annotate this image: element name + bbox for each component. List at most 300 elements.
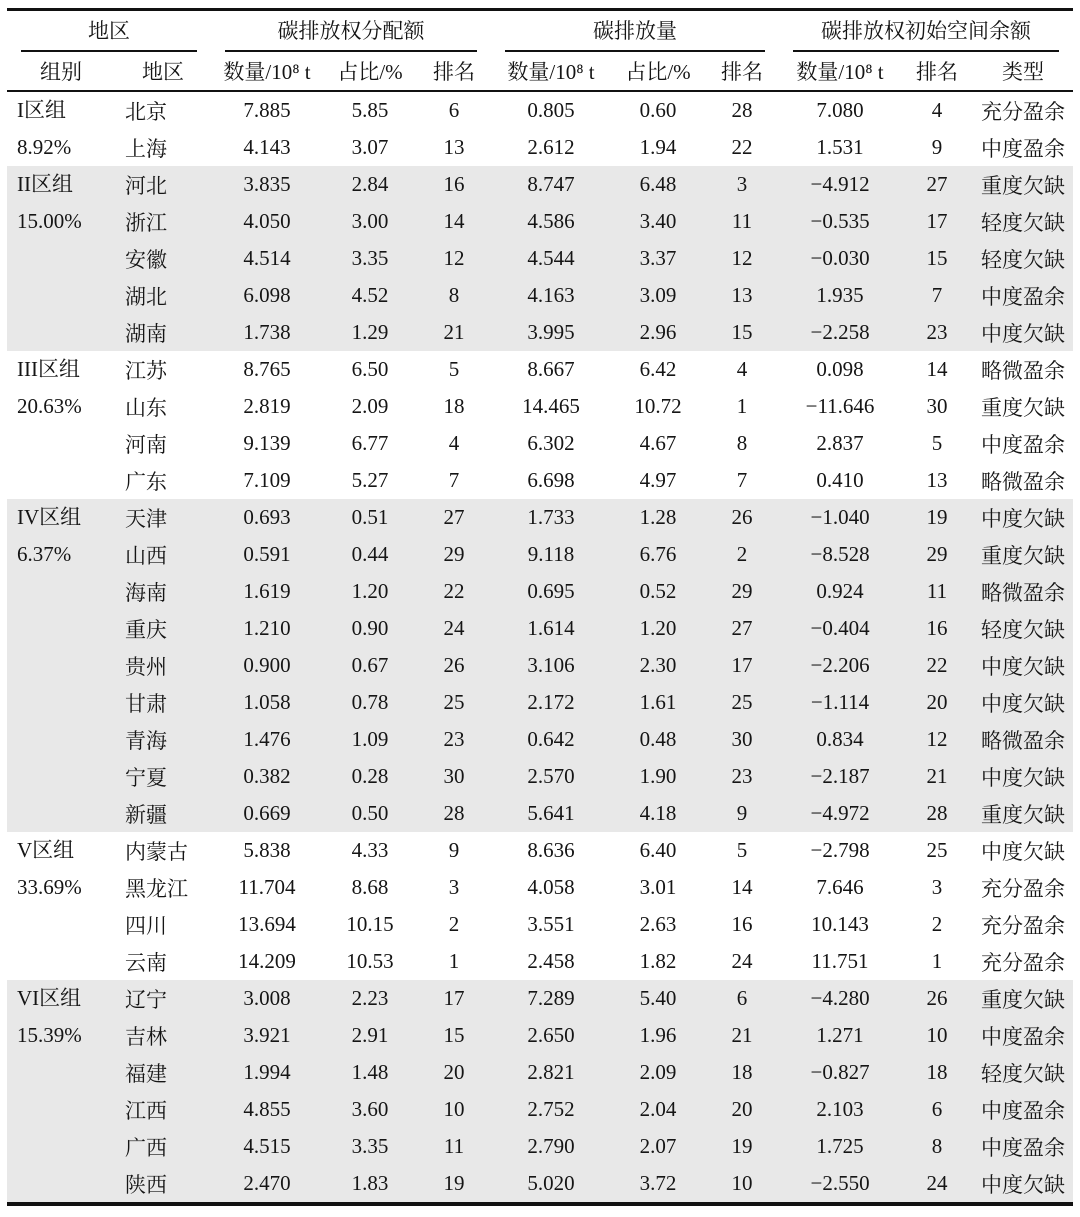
value-cell: 0.693 <box>211 499 323 536</box>
value-cell: 9.118 <box>491 536 611 573</box>
value-cell: 8.765 <box>243 357 291 381</box>
type-cell: 中度欠缺 <box>973 1165 1073 1202</box>
value-cell: 25 <box>926 838 948 862</box>
region-cell: 辽宁 <box>115 980 211 1017</box>
value-cell: 4.143 <box>243 135 291 159</box>
table-row <box>7 1165 1073 1202</box>
col-header-emis-qty: 数量/10⁸ t <box>491 52 611 91</box>
type-cell: 充分盈余 <box>981 876 1066 901</box>
value-cell: 3.551 <box>527 912 575 936</box>
value-cell: 7.885 <box>243 98 291 122</box>
value-cell: 0.50 <box>323 795 417 832</box>
value-cell: 4.97 <box>639 468 677 492</box>
value-cell: −4.972 <box>779 795 901 832</box>
value-cell: 4 <box>736 357 748 381</box>
type-cell: 略微盈余 <box>973 573 1073 610</box>
region-cell: 陕西 <box>115 1165 211 1202</box>
region-cell: 吉林 <box>115 1017 211 1054</box>
value-cell: 4.163 <box>491 277 611 314</box>
value-cell: −1.040 <box>779 499 901 536</box>
value-cell: 3.008 <box>211 980 323 1017</box>
table-row <box>7 795 1073 832</box>
value-cell: 8 <box>417 277 491 314</box>
type-cell: 重度欠缺 <box>973 166 1073 203</box>
value-cell: 13 <box>926 468 948 492</box>
table-row <box>7 351 1073 388</box>
type-cell: 中度盈余 <box>981 136 1066 161</box>
value-cell: 5.020 <box>491 1165 611 1202</box>
region-cell: 福建 <box>115 1054 211 1091</box>
region-cell: 江苏 <box>125 358 167 383</box>
value-cell: 2.821 <box>491 1054 611 1091</box>
value-cell: 14.209 <box>238 949 296 973</box>
value-cell: −11.646 <box>805 394 875 418</box>
col-header-emis-rank: 排名 <box>705 52 779 91</box>
value-cell: 18 <box>443 394 465 418</box>
value-cell: 2.07 <box>611 1128 705 1165</box>
value-cell: −0.404 <box>779 610 901 647</box>
value-cell: 1.48 <box>323 1054 417 1091</box>
group-percent: 15.00% <box>17 209 82 233</box>
value-cell: −0.535 <box>779 203 901 240</box>
value-cell: 10 <box>417 1091 491 1128</box>
value-cell: 17 <box>417 980 491 1017</box>
value-cell: 28 <box>731 98 753 122</box>
value-cell: 4.058 <box>527 875 575 899</box>
region-cell: 安徽 <box>115 240 211 277</box>
value-cell: 10 <box>705 1165 779 1202</box>
spanner-allocation-label: 碳排放权分配额 <box>225 11 477 52</box>
group-percent: 20.63% <box>17 394 82 418</box>
group-name: I区组 <box>17 98 66 122</box>
value-cell: 4.18 <box>611 795 705 832</box>
value-cell: 2.470 <box>211 1165 323 1202</box>
type-cell: 重度欠缺 <box>981 395 1066 420</box>
value-cell: 2.837 <box>816 431 864 455</box>
region-cell: 河北 <box>115 166 211 203</box>
spanner-region-label: 地区 <box>21 11 197 52</box>
sub-header-row <box>7 52 1073 91</box>
group-percent: 33.69% <box>17 875 82 899</box>
region-cell: 黑龙江 <box>125 876 188 901</box>
value-cell: 29 <box>705 573 779 610</box>
value-cell: −1.114 <box>779 684 901 721</box>
value-cell: 9 <box>705 795 779 832</box>
value-cell: 18 <box>901 1054 973 1091</box>
value-cell: 11 <box>901 573 973 610</box>
value-cell: 27 <box>417 499 491 536</box>
region-cell: 宁夏 <box>115 758 211 795</box>
value-cell: 5.27 <box>351 468 389 492</box>
value-cell: −8.528 <box>779 536 901 573</box>
spanner-emissions <box>491 11 779 52</box>
value-cell: 3.106 <box>491 647 611 684</box>
col-header-alloc-qty: 数量/10⁸ t <box>211 52 323 91</box>
region-cell: 北京 <box>125 99 167 124</box>
table-body <box>7 91 1073 1202</box>
value-cell: 16 <box>901 610 973 647</box>
value-cell: 2.819 <box>243 394 291 418</box>
spanner-region <box>7 11 211 52</box>
value-cell: 2 <box>448 912 460 936</box>
value-cell: 3.01 <box>639 875 677 899</box>
spanner-balance-label: 碳排放权初始空间余额 <box>793 11 1059 52</box>
value-cell: 1 <box>448 949 460 973</box>
value-cell: 1.09 <box>323 721 417 758</box>
value-cell: 1.94 <box>639 135 677 159</box>
value-cell: 12 <box>901 721 973 758</box>
value-cell: 1.90 <box>611 758 705 795</box>
value-cell: −2.258 <box>779 314 901 351</box>
table-row <box>7 906 1073 943</box>
value-cell: 8 <box>901 1128 973 1165</box>
value-cell: 26 <box>705 499 779 536</box>
region-cell: 广东 <box>125 469 167 494</box>
value-cell: 2.103 <box>779 1091 901 1128</box>
region-cell: 重庆 <box>115 610 211 647</box>
value-cell: 9 <box>931 135 943 159</box>
value-cell: 3.37 <box>611 240 705 277</box>
value-cell: 23 <box>417 721 491 758</box>
value-cell: 5 <box>931 431 943 455</box>
table-row <box>7 499 1073 536</box>
col-header-alloc-rank: 排名 <box>417 52 491 91</box>
value-cell: 0.382 <box>211 758 323 795</box>
table-row <box>7 240 1073 277</box>
value-cell: 1.82 <box>639 949 677 973</box>
value-cell: 1.96 <box>611 1017 705 1054</box>
type-cell: 中度欠缺 <box>973 647 1073 684</box>
region-cell: 江西 <box>115 1091 211 1128</box>
col-header-bal-rank: 排名 <box>901 52 973 91</box>
value-cell: 13 <box>443 135 465 159</box>
value-cell: 1.619 <box>211 573 323 610</box>
value-cell: 1.28 <box>611 499 705 536</box>
table-row <box>7 462 1073 499</box>
value-cell: 0.51 <box>323 499 417 536</box>
value-cell: 1.725 <box>779 1128 901 1165</box>
value-cell: 2.84 <box>323 166 417 203</box>
value-cell: 19 <box>705 1128 779 1165</box>
type-cell: 轻度欠缺 <box>973 610 1073 647</box>
region-cell: 天津 <box>115 499 211 536</box>
type-cell: 中度欠缺 <box>981 839 1066 864</box>
value-cell: 2.23 <box>323 980 417 1017</box>
value-cell: 23 <box>901 314 973 351</box>
value-cell: 5.40 <box>611 980 705 1017</box>
value-cell: 24 <box>901 1165 973 1202</box>
value-cell: 0.67 <box>323 647 417 684</box>
value-cell: 4.33 <box>351 838 389 862</box>
value-cell: 11.704 <box>238 875 296 899</box>
group-name: IV区组 <box>17 505 82 529</box>
type-cell: 中度欠缺 <box>973 758 1073 795</box>
value-cell: 2.458 <box>527 949 575 973</box>
value-cell: 9 <box>448 838 460 862</box>
value-cell: 0.28 <box>323 758 417 795</box>
group-name: II区组 <box>17 172 73 196</box>
value-cell: 1.271 <box>779 1017 901 1054</box>
type-cell: 重度欠缺 <box>973 795 1073 832</box>
group-cell <box>7 832 115 980</box>
value-cell: 6.302 <box>527 431 575 455</box>
value-cell: 1.058 <box>211 684 323 721</box>
value-cell: 1.29 <box>323 314 417 351</box>
table-row <box>7 1054 1073 1091</box>
value-cell: 5.838 <box>243 838 291 862</box>
value-cell: 2.09 <box>611 1054 705 1091</box>
table-row <box>7 1128 1073 1165</box>
value-cell: 10.53 <box>346 949 394 973</box>
value-cell: 4.586 <box>491 203 611 240</box>
value-cell: 1.476 <box>211 721 323 758</box>
value-cell: 1.210 <box>211 610 323 647</box>
value-cell: 1.733 <box>491 499 611 536</box>
value-cell: −0.827 <box>779 1054 901 1091</box>
value-cell: 27 <box>901 166 973 203</box>
value-cell: 0.591 <box>211 536 323 573</box>
region-cell: 湖北 <box>115 277 211 314</box>
table-row <box>7 1091 1073 1128</box>
region-cell: 山西 <box>115 536 211 573</box>
value-cell: 18 <box>705 1054 779 1091</box>
group-percent: 8.92% <box>17 135 72 159</box>
value-cell: 0.60 <box>639 98 677 122</box>
table-row <box>7 314 1073 351</box>
region-cell: 内蒙古 <box>125 839 188 864</box>
value-cell: 1.531 <box>816 135 864 159</box>
value-cell: 2.63 <box>639 912 677 936</box>
value-cell: −4.280 <box>779 980 901 1017</box>
type-cell: 重度欠缺 <box>973 980 1073 1017</box>
value-cell: 21 <box>417 314 491 351</box>
type-cell: 充分盈余 <box>981 99 1066 124</box>
value-cell: 13.694 <box>238 912 296 936</box>
value-cell: 1.935 <box>779 277 901 314</box>
type-cell: 中度盈余 <box>973 277 1073 314</box>
value-cell: 5 <box>736 838 748 862</box>
value-cell: 3.60 <box>323 1091 417 1128</box>
value-cell: 6.48 <box>611 166 705 203</box>
value-cell: 3.921 <box>211 1017 323 1054</box>
type-cell: 中度盈余 <box>981 432 1066 457</box>
value-cell: 14 <box>417 203 491 240</box>
value-cell: 7.289 <box>491 980 611 1017</box>
type-cell: 轻度欠缺 <box>973 1054 1073 1091</box>
value-cell: 1.20 <box>611 610 705 647</box>
value-cell: 21 <box>901 758 973 795</box>
table-row <box>7 684 1073 721</box>
type-cell: 轻度欠缺 <box>973 203 1073 240</box>
table-row <box>7 980 1073 1017</box>
value-cell: 16 <box>417 166 491 203</box>
value-cell: −0.030 <box>779 240 901 277</box>
value-cell: 8 <box>736 431 748 455</box>
value-cell: 30 <box>705 721 779 758</box>
value-cell: 2.96 <box>611 314 705 351</box>
value-cell: 6 <box>901 1091 973 1128</box>
type-cell: 中度盈余 <box>973 1128 1073 1165</box>
group-percent: 15.39% <box>17 1023 82 1047</box>
col-header-bal-type: 类型 <box>973 52 1073 91</box>
value-cell: 10 <box>901 1017 973 1054</box>
carbon-allocation-table <box>7 11 1073 1202</box>
value-cell: 16 <box>731 912 753 936</box>
value-cell: 17 <box>705 647 779 684</box>
value-cell: 4.544 <box>491 240 611 277</box>
table-row <box>7 869 1073 906</box>
value-cell: 7.080 <box>816 98 864 122</box>
group-percent: 6.37% <box>17 542 72 566</box>
value-cell: 0.78 <box>323 684 417 721</box>
value-cell: 8.636 <box>527 838 575 862</box>
value-cell: −4.912 <box>779 166 901 203</box>
value-cell: 19 <box>901 499 973 536</box>
type-cell: 充分盈余 <box>981 913 1066 938</box>
type-cell: 轻度欠缺 <box>973 240 1073 277</box>
value-cell: 14.465 <box>522 394 580 418</box>
value-cell: 1.994 <box>211 1054 323 1091</box>
value-cell: 0.924 <box>779 573 901 610</box>
type-cell: 充分盈余 <box>981 950 1066 975</box>
value-cell: 6 <box>448 98 460 122</box>
value-cell: 6.698 <box>527 468 575 492</box>
value-cell: 17 <box>901 203 973 240</box>
group-name: V区组 <box>17 838 75 862</box>
value-cell: 3.00 <box>323 203 417 240</box>
value-cell: 2.09 <box>351 394 389 418</box>
group-cell <box>7 351 115 499</box>
value-cell: 22 <box>417 573 491 610</box>
value-cell: 15 <box>705 314 779 351</box>
value-cell: 0.52 <box>611 573 705 610</box>
value-cell: 6.098 <box>211 277 323 314</box>
value-cell: 5.85 <box>351 98 389 122</box>
carbon-table-wrap <box>7 8 1073 1206</box>
value-cell: 10.143 <box>811 912 869 936</box>
value-cell: 0.834 <box>779 721 901 758</box>
value-cell: 5.641 <box>491 795 611 832</box>
value-cell: 2.04 <box>611 1091 705 1128</box>
table-row <box>7 91 1073 129</box>
table-row <box>7 277 1073 314</box>
value-cell: 3.07 <box>351 135 389 159</box>
value-cell: −2.206 <box>779 647 901 684</box>
value-cell: 1.61 <box>611 684 705 721</box>
value-cell: 3.995 <box>491 314 611 351</box>
value-cell: −2.187 <box>779 758 901 795</box>
table-row <box>7 388 1073 425</box>
value-cell: 29 <box>417 536 491 573</box>
spanner-header-row <box>7 11 1073 52</box>
value-cell: 28 <box>417 795 491 832</box>
value-cell: 2.790 <box>491 1128 611 1165</box>
value-cell: 5 <box>448 357 460 381</box>
value-cell: 30 <box>417 758 491 795</box>
type-cell: 中度盈余 <box>973 1091 1073 1128</box>
value-cell: −2.550 <box>779 1165 901 1202</box>
table-row <box>7 129 1073 166</box>
value-cell: 1 <box>931 949 943 973</box>
value-cell: 7 <box>901 277 973 314</box>
value-cell: 26 <box>901 980 973 1017</box>
value-cell: 9.139 <box>243 431 291 455</box>
value-cell: 0.90 <box>323 610 417 647</box>
value-cell: 3 <box>705 166 779 203</box>
value-cell: 24 <box>417 610 491 647</box>
value-cell: 26 <box>417 647 491 684</box>
region-cell: 贵州 <box>115 647 211 684</box>
table-row <box>7 647 1073 684</box>
value-cell: 3.40 <box>611 203 705 240</box>
region-cell: 云南 <box>125 950 167 975</box>
value-cell: 0.695 <box>491 573 611 610</box>
value-cell: 21 <box>705 1017 779 1054</box>
col-header-group: 组别 <box>7 52 115 91</box>
value-cell: 30 <box>926 394 948 418</box>
value-cell: 27 <box>705 610 779 647</box>
table-row <box>7 1017 1073 1054</box>
value-cell: 3 <box>931 875 943 899</box>
value-cell: 4.67 <box>639 431 677 455</box>
value-cell: 8.68 <box>351 875 389 899</box>
value-cell: 3 <box>448 875 460 899</box>
value-cell: 6.42 <box>639 357 677 381</box>
value-cell: 20 <box>901 684 973 721</box>
value-cell: 2 <box>705 536 779 573</box>
region-cell: 海南 <box>115 573 211 610</box>
value-cell: 20 <box>705 1091 779 1128</box>
value-cell: 2.172 <box>491 684 611 721</box>
value-cell: 0.44 <box>323 536 417 573</box>
spanner-allocation <box>211 11 491 52</box>
value-cell: 11 <box>705 203 779 240</box>
table-row <box>7 573 1073 610</box>
value-cell: 19 <box>417 1165 491 1202</box>
region-cell: 湖南 <box>115 314 211 351</box>
type-cell: 中度盈余 <box>973 1017 1073 1054</box>
table-row <box>7 758 1073 795</box>
col-header-alloc-pct: 占比/% <box>323 52 417 91</box>
value-cell: 12 <box>417 240 491 277</box>
value-cell: 6.77 <box>351 431 389 455</box>
value-cell: 0.642 <box>491 721 611 758</box>
value-cell: 15 <box>417 1017 491 1054</box>
col-header-bal-qty: 数量/10⁸ t <box>779 52 901 91</box>
value-cell: 3.35 <box>323 1128 417 1165</box>
value-cell: 7.109 <box>243 468 291 492</box>
value-cell: 8.747 <box>491 166 611 203</box>
value-cell: 11.751 <box>811 949 869 973</box>
table-row <box>7 536 1073 573</box>
value-cell: 6.50 <box>351 357 389 381</box>
value-cell: 0.805 <box>527 98 575 122</box>
value-cell: 0.669 <box>211 795 323 832</box>
region-cell: 河南 <box>125 432 167 457</box>
value-cell: 25 <box>705 684 779 721</box>
value-cell: 25 <box>417 684 491 721</box>
value-cell: 3.35 <box>323 240 417 277</box>
group-name: VI区组 <box>17 986 82 1010</box>
type-cell: 中度欠缺 <box>973 684 1073 721</box>
value-cell: 3.72 <box>611 1165 705 1202</box>
value-cell: 2.612 <box>527 135 575 159</box>
region-cell: 浙江 <box>115 203 211 240</box>
spanner-balance <box>779 11 1073 52</box>
type-cell: 中度欠缺 <box>973 499 1073 536</box>
group-cell <box>7 499 115 832</box>
table-row <box>7 721 1073 758</box>
